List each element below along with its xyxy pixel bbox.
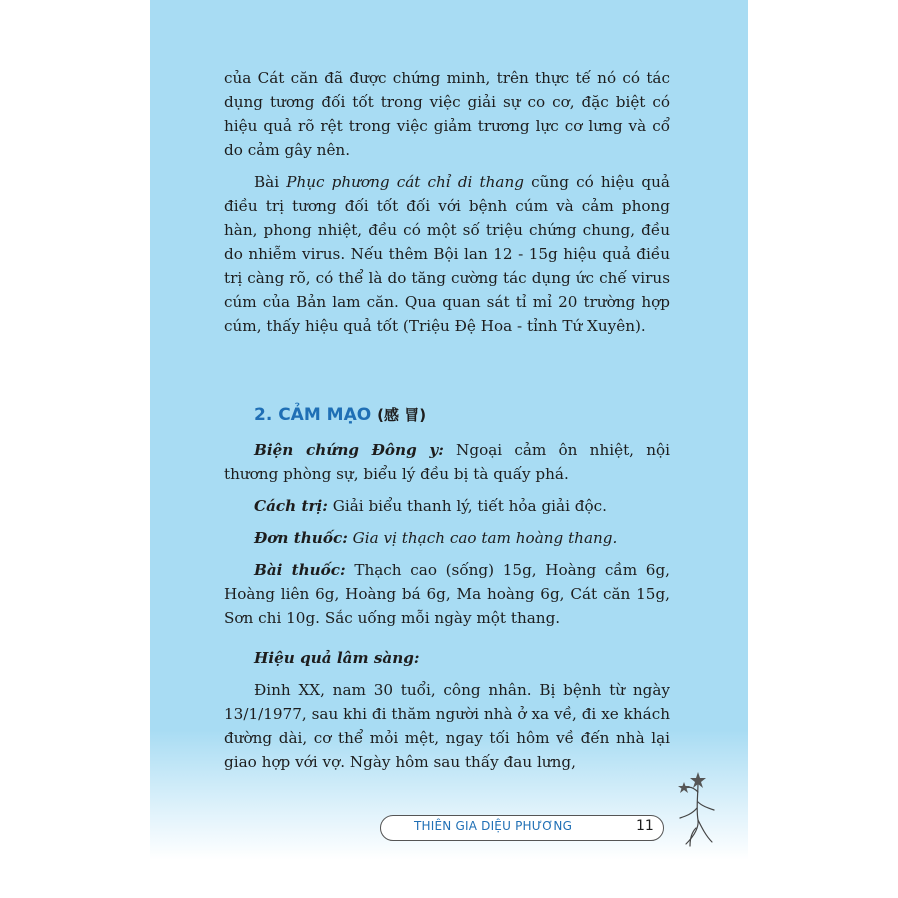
hieu-qua-label: Hiệu quả lâm sàng: [254,649,420,667]
paragraph-cat-can: của Cát căn đã được chứng minh, trên thực tế nó có tác dụng tương đối tốt trong việc giải sự co cơ, đặc biệt có hiệu quả rõ rệt trong việc giảm trương lực cơ lưng và cổ do cảm gây nên. [224,69,670,159]
paragraph-case-study: Đinh XX, nam 30 tuổi, công nhân. Bị bệnh từ ngày 13/1/1977, sau khi đi thăm người nhà ở xa về, đi xe khách đường dài, cơ thể mỏi mệt, ngay tối hôm về đến nhà lại giao hợp với vợ. Ngày hôm sau thấy đau lưng, [224,681,670,771]
cach-tri-text: Giải biểu thanh lý, tiết hỏa giải độc. [327,497,607,515]
paragraph-bien-chung [224,438,670,486]
footer-book-title: THIÊN GIA DIỆU PHƯƠNG [414,819,573,833]
don-thuoc-label: Đơn thuốc: [254,529,348,547]
paragraph-cach-tri [224,494,670,518]
clinical-effect-heading [224,646,670,670]
paragraph-don-thuoc [224,526,670,550]
section-heading [254,404,426,425]
paragraph-phuc-phuong [224,170,670,338]
bai-thuoc-label: Bài thuốc: [254,561,346,579]
cach-tri-label: Cách trị: [254,497,328,515]
section-heading-cjk: (感 冒) [377,406,427,424]
bien-chung-text: Ngoại cảm ôn nhiệt, nội thương phòng sự, biểu lý đều bị tà quấy phá. [224,441,671,483]
page-number: 11 [636,818,654,834]
ginseng-root-icon [668,768,724,848]
bien-chung-label: Biện chứng Đông y: [254,441,444,459]
section-heading-text: 2. CẢM MẠO [254,405,372,425]
paragraph-phuc-phuong-rest: cũng có hiệu quả điều trị tương đối tốt đối với bệnh cúm và cảm phong hàn, phong nhiệt, đều có một số triệu chứng chung, đều do nhiễm virus. Nếu thêm Bội lan 12 - 15g hiệu quả điều trị càng rõ, có thể là do tăng cường tác dụng ức chế virus cúm của Bản lam căn. Qua quan sát tỉ mỉ 20 trường hợp cúm, thấy hiệu quả tốt (Triệu Đệ Hoa - tỉnh Tứ Xuyên). [224,173,670,335]
paragraph-bai-thuoc [224,558,670,630]
paragraph-phuc-phuong-start: Bài [254,173,287,191]
don-thuoc-text: Gia vị thạch cao tam hoàng thang. [347,529,618,547]
bai-thuoc-text: Thạch cao (sống) 15g, Hoàng cầm 6g, Hoàng liên 6g, Hoàng bá 6g, Ma hoàng 6g, Cát căn 15g, Sơn chi 10g. Sắc uống mỗi ngày một thang. [224,561,670,627]
formula-name: Phục phương cát chỉ di thang [286,173,524,191]
